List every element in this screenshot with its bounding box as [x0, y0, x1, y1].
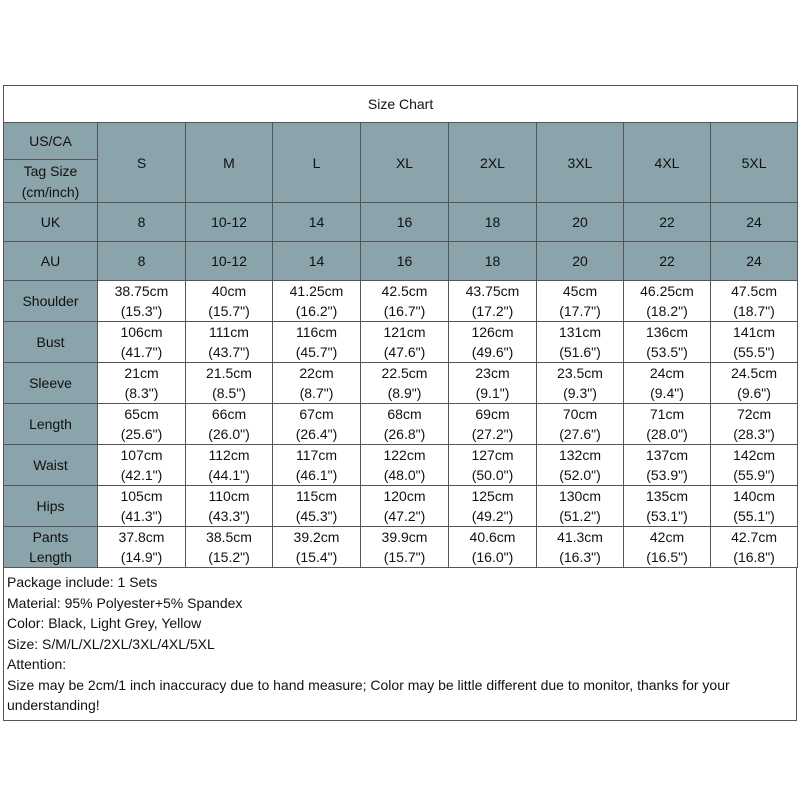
inch-value: (15.3") [120, 303, 163, 319]
cm-value: 131cm [558, 324, 602, 340]
measurement-cell [624, 363, 711, 404]
size-value-cell: 14 [273, 242, 361, 281]
inch-value: (44.1") [208, 467, 250, 483]
measurement-cell [537, 527, 624, 568]
color-note: Color: Black, Light Grey, Yellow [7, 615, 202, 631]
cm-value: 120cm [383, 488, 426, 504]
inch-value: (18.2") [646, 303, 688, 319]
inch-value: (45.3") [295, 508, 338, 524]
cm-value: 23cm [475, 365, 510, 381]
measure-label: Sleeve [4, 363, 98, 404]
inch-value: (9.3") [563, 385, 597, 401]
measurement-cell [273, 445, 361, 486]
inch-value: (16.7") [383, 303, 426, 319]
cm-value: 107cm [120, 447, 163, 463]
cm-value: 65cm [124, 406, 159, 422]
inch-value: (15.4") [295, 549, 338, 565]
cm-value: 37.8cm [118, 529, 165, 545]
size-value-cell: 24 [711, 242, 798, 281]
cm-value: 41.3cm [557, 529, 603, 545]
cm-value: 47.5cm [731, 283, 778, 299]
cm-value: 125cm [471, 488, 514, 504]
size-value-cell: 10-12 [186, 242, 273, 281]
measurement-cell [449, 322, 537, 363]
cm-value: 42.7cm [731, 529, 778, 545]
measurement-cell [711, 527, 798, 568]
cm-value: 67cm [299, 406, 334, 422]
inch-value: (43.3") [208, 508, 250, 524]
size-header: 3XL [537, 123, 624, 203]
inch-value: (8.9") [387, 385, 422, 401]
inch-value: (9.4") [650, 385, 684, 401]
inch-value: (55.5") [733, 344, 775, 360]
cm-value: 71cm [649, 406, 685, 422]
table-row [4, 322, 798, 363]
measurement-cell [711, 363, 798, 404]
inch-value: (27.6") [559, 426, 601, 442]
disclaimer-note: Size may be 2cm/1 inch inaccuracy due to hand measure; Color may be little different due to monitor, thanks for your understanding! [7, 676, 730, 713]
cm-value: 132cm [558, 447, 602, 463]
measurement-cell [449, 527, 537, 568]
inch-value: (17.7") [559, 303, 601, 319]
inch-value: (47.2") [383, 508, 426, 524]
measurement-cell [98, 363, 186, 404]
cm-value: 46.25cm [640, 283, 694, 299]
table-row [4, 445, 798, 486]
cm-value: 105cm [120, 488, 163, 504]
inch-value: (26.0") [208, 426, 250, 442]
cm-value: 121cm [383, 324, 426, 340]
measurement-cell [98, 322, 186, 363]
table-row [4, 281, 798, 322]
tag-size-header [4, 123, 98, 203]
measurement-cell [537, 486, 624, 527]
size-value-cell: 22 [624, 203, 711, 242]
measurement-cell [186, 486, 273, 527]
chart-title: Size Chart [4, 86, 798, 123]
measure-label: Waist [4, 445, 98, 486]
measurement-cell [98, 445, 186, 486]
measurement-cell [537, 404, 624, 445]
inch-value: (48.0") [383, 467, 426, 483]
cm-value: 21.5cm [206, 365, 252, 381]
size-value-cell: 20 [537, 242, 624, 281]
inch-value: (53.1") [646, 508, 688, 524]
cm-value: 106cm [120, 324, 163, 340]
cm-value: 110cm [208, 488, 250, 504]
measurement-cell [186, 281, 273, 322]
measurement-cell [449, 486, 537, 527]
measurement-cell [449, 281, 537, 322]
table-row [4, 486, 798, 527]
cm-value: 137cm [645, 447, 689, 463]
size-value-cell: 24 [711, 203, 798, 242]
cm-value: 40.6cm [469, 529, 516, 545]
measure-label: Bust [4, 322, 98, 363]
inch-value: (15.7") [208, 303, 250, 319]
size-chart-table [3, 85, 798, 568]
cm-value: 69cm [475, 406, 510, 422]
measurement-cell [624, 527, 711, 568]
inch-value: (16.8") [733, 549, 775, 565]
size-value-cell: 22 [624, 242, 711, 281]
cm-value: 39.9cm [381, 529, 428, 545]
measurement-cell [624, 404, 711, 445]
measurement-cell [98, 527, 186, 568]
measurement-cell [711, 404, 798, 445]
inch-value: (55.9") [733, 467, 775, 483]
size-header: M [186, 123, 273, 203]
package-note: Package include: 1 Sets [7, 574, 158, 590]
size-header: 4XL [624, 123, 711, 203]
inch-value: (42.1") [120, 467, 163, 483]
measurement-cell [273, 281, 361, 322]
measurement-cell [98, 486, 186, 527]
inch-value: (26.4") [295, 426, 338, 442]
cm-value: 41.25cm [289, 283, 344, 299]
measurement-cell [449, 404, 537, 445]
measurement-cell [711, 322, 798, 363]
measurement-cell [98, 404, 186, 445]
measurement-cell [624, 281, 711, 322]
cm-value: 42cm [649, 529, 685, 545]
cm-value: 38.5cm [206, 529, 252, 545]
inch-value: (28.0") [646, 426, 688, 442]
measurement-cell [186, 322, 273, 363]
us-ca-label: US/CA [4, 123, 97, 160]
cm-value: 111cm [209, 324, 249, 340]
measurement-cell [711, 281, 798, 322]
cm-value: 24cm [649, 365, 685, 381]
measurement-cell [537, 281, 624, 322]
cm-value: 23.5cm [557, 365, 603, 381]
inch-value: (41.3") [120, 508, 163, 524]
measurement-cell [273, 363, 361, 404]
measurement-cell [537, 445, 624, 486]
inch-value: (16.5") [646, 549, 688, 565]
measurement-cell [361, 527, 449, 568]
measurement-cell [186, 445, 273, 486]
inch-value: (53.5") [646, 344, 688, 360]
material-note: Material: 95% Polyester+5% Spandex [7, 594, 243, 611]
cm-value: 126cm [471, 324, 514, 340]
cm-value: 21cm [124, 365, 159, 381]
cm-value: 40cm [211, 283, 247, 299]
measurement-cell [273, 322, 361, 363]
inch-value: (41.7") [120, 344, 163, 360]
inch-value: (55.1") [733, 508, 775, 524]
cm-value: 130cm [558, 488, 602, 504]
cm-value: 112cm [208, 447, 250, 463]
cm-value: 140cm [733, 488, 776, 504]
cm-value: 117cm [296, 447, 337, 463]
cm-value: 142cm [733, 447, 776, 463]
cm-value: 39.2cm [293, 529, 340, 545]
measurement-cell [361, 363, 449, 404]
table-row [4, 242, 798, 281]
product-notes [3, 568, 797, 721]
cm-value: 43.75cm [465, 283, 520, 299]
measurement-cell [361, 281, 449, 322]
cm-value: 135cm [645, 488, 689, 504]
measurement-cell [449, 445, 537, 486]
measurement-cell [624, 445, 711, 486]
inch-value: (8.7") [299, 385, 334, 401]
measurement-cell [186, 527, 273, 568]
cm-value: 122cm [383, 447, 426, 463]
measurement-cell [361, 404, 449, 445]
measurement-cell [711, 445, 798, 486]
inch-value: (49.6") [471, 344, 514, 360]
size-value-cell: 8 [98, 242, 186, 281]
measurement-cell [98, 281, 186, 322]
measurement-cell [186, 404, 273, 445]
cm-value: 22.5cm [381, 365, 428, 381]
measurement-cell [711, 486, 798, 527]
size-header: XL [361, 123, 449, 203]
cm-value: 45cm [562, 283, 598, 299]
cm-value: 72cm [736, 406, 772, 422]
size-header: S [98, 123, 186, 203]
size-header: 2XL [449, 123, 537, 203]
inch-value: (46.1") [295, 467, 338, 483]
size-header: 5XL [711, 123, 798, 203]
size-value-cell: 8 [98, 203, 186, 242]
measurement-cell [449, 363, 537, 404]
tag-size-label: Tag Size [23, 163, 78, 179]
measure-label: Hips [4, 486, 98, 527]
inch-value: (43.7") [208, 344, 250, 360]
table-row [4, 527, 798, 568]
table-row [4, 404, 798, 445]
measurement-cell [361, 445, 449, 486]
cm-value: 70cm [562, 406, 598, 422]
inch-value: (16.0") [471, 549, 514, 565]
table-row [4, 203, 798, 242]
size-value-cell: 16 [361, 242, 449, 281]
size-value-cell: 20 [537, 203, 624, 242]
tag-unit-label: (cm/inch) [21, 184, 80, 200]
inch-value: (50.0") [471, 467, 514, 483]
inch-value: (47.6") [383, 344, 426, 360]
cm-value: 22cm [299, 365, 334, 381]
inch-value: (49.2") [471, 508, 514, 524]
cm-value: 127cm [471, 447, 514, 463]
measure-label: Pants Length [4, 527, 98, 568]
inch-value: (51.2") [559, 508, 601, 524]
size-value-cell: 14 [273, 203, 361, 242]
size-value-cell: 18 [449, 242, 537, 281]
inch-value: (17.2") [471, 303, 514, 319]
cm-value: 38.75cm [114, 283, 169, 299]
cm-value: 141cm [733, 324, 776, 340]
measurement-cell [273, 527, 361, 568]
measurement-cell [361, 322, 449, 363]
measurement-cell [273, 486, 361, 527]
inch-value: (16.2") [295, 303, 338, 319]
inch-value: (9.1") [475, 385, 510, 401]
cm-value: 68cm [387, 406, 422, 422]
row-label: UK [4, 203, 98, 242]
row-label: AU [4, 242, 98, 281]
measurement-cell [273, 404, 361, 445]
measurement-cell [537, 363, 624, 404]
measurement-cell [361, 486, 449, 527]
inch-value: (15.7") [383, 549, 426, 565]
inch-value: (45.7") [295, 344, 338, 360]
cm-value: 66cm [211, 406, 247, 422]
inch-value: (27.2") [471, 426, 514, 442]
inch-value: (53.9") [646, 467, 688, 483]
inch-value: (26.8") [383, 426, 426, 442]
inch-value: (25.6") [120, 426, 163, 442]
inch-value: (18.7") [733, 303, 775, 319]
measurement-cell [624, 322, 711, 363]
size-value-cell: 16 [361, 203, 449, 242]
measurement-cell [186, 363, 273, 404]
size-note: Size: S/M/L/XL/2XL/3XL/4XL/5XL [7, 635, 215, 652]
inch-value: (8.3") [124, 385, 159, 401]
inch-value: (15.2") [208, 549, 250, 565]
attention-note: Attention: [7, 656, 67, 672]
inch-value: (8.5") [212, 385, 246, 401]
table-row [4, 363, 798, 404]
inch-value: (16.3") [559, 549, 601, 565]
inch-value: (9.6") [737, 385, 771, 401]
cm-value: 24.5cm [731, 365, 778, 381]
measurement-cell [537, 322, 624, 363]
cm-value: 116cm [296, 324, 337, 340]
size-chart [3, 85, 797, 721]
inch-value: (28.3") [733, 426, 775, 442]
size-value-cell: 10-12 [186, 203, 273, 242]
inch-value: (52.0") [559, 467, 601, 483]
measure-label: Length [4, 404, 98, 445]
cm-value: 42.5cm [381, 283, 428, 299]
inch-value: (51.6") [559, 344, 601, 360]
measure-label: Shoulder [4, 281, 98, 322]
cm-value: 136cm [645, 324, 689, 340]
size-value-cell: 18 [449, 203, 537, 242]
size-header: L [273, 123, 361, 203]
measurement-cell [624, 486, 711, 527]
inch-value: (14.9") [120, 549, 163, 565]
cm-value: 115cm [296, 488, 337, 504]
